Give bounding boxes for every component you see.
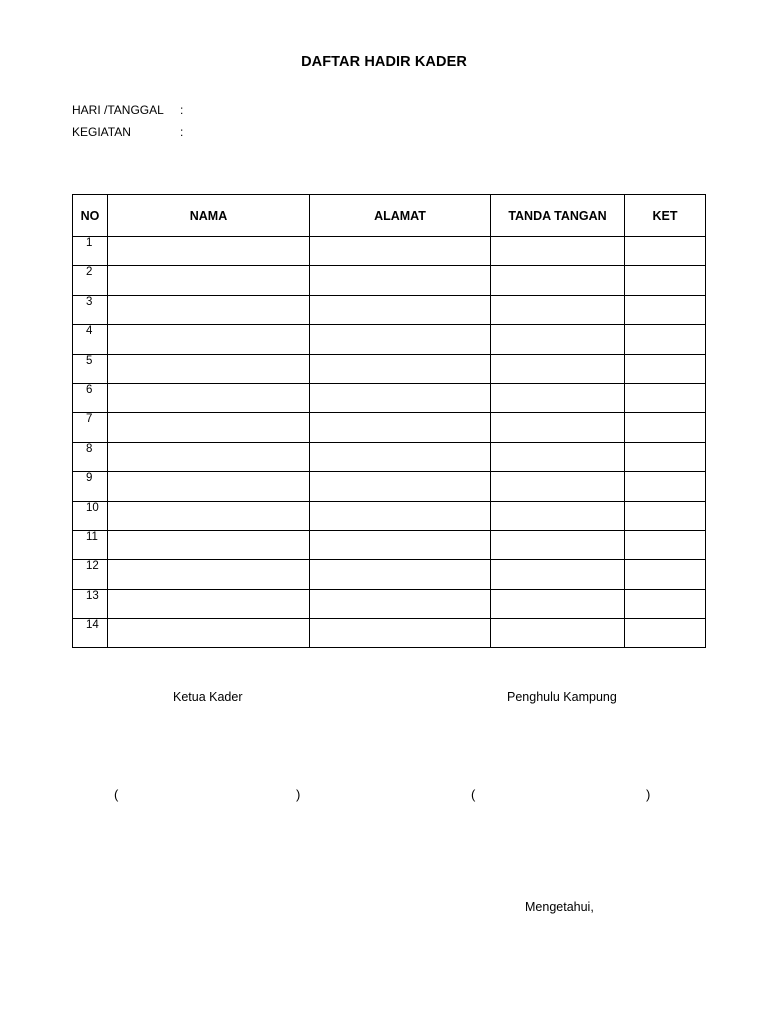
table-row: [73, 383, 706, 412]
cell-alamat: [310, 413, 491, 442]
table-row: [73, 501, 706, 530]
table-row: [73, 413, 706, 442]
cell-ket: [625, 237, 706, 266]
cell-tanda-tangan: [491, 354, 625, 383]
cell-nama: [108, 413, 310, 442]
cell-tanda-tangan: [491, 295, 625, 324]
column-header-ket: KET: [625, 195, 706, 237]
table-row: [73, 619, 706, 648]
table-body: [73, 237, 706, 648]
table-row: [73, 354, 706, 383]
cell-alamat: [310, 266, 491, 295]
table-row: [73, 266, 706, 295]
cell-tanda-tangan: [491, 383, 625, 412]
cell-nama: [108, 266, 310, 295]
cell-no: 6: [73, 383, 108, 412]
cell-no: 5: [73, 354, 108, 383]
column-header-alamat: ALAMAT: [310, 195, 491, 237]
cell-no: 12: [73, 560, 108, 589]
cell-no: 10: [73, 501, 108, 530]
cell-nama: [108, 589, 310, 618]
acknowledged-label: Mengetahui,: [525, 900, 594, 914]
cell-no: 11: [73, 530, 108, 559]
cell-tanda-tangan: [491, 530, 625, 559]
table-row: [73, 237, 706, 266]
cell-tanda-tangan: [491, 589, 625, 618]
cell-tanda-tangan: [491, 413, 625, 442]
cell-tanda-tangan: [491, 442, 625, 471]
table-header-row: [73, 195, 706, 237]
cell-nama: [108, 619, 310, 648]
cell-tanda-tangan: [491, 501, 625, 530]
table-row: [73, 442, 706, 471]
cell-nama: [108, 383, 310, 412]
cell-nama: [108, 295, 310, 324]
cell-alamat: [310, 383, 491, 412]
signature-role-ketua-kader: Ketua Kader: [173, 690, 243, 704]
table-row: [73, 295, 706, 324]
cell-no: 9: [73, 472, 108, 501]
cell-alamat: [310, 295, 491, 324]
cell-nama: [108, 325, 310, 354]
cell-ket: [625, 589, 706, 618]
attendance-table: [72, 194, 706, 648]
cell-no: 7: [73, 413, 108, 442]
signature-bracket-open-left: (: [114, 787, 119, 802]
page-title: DAFTAR HADIR KADER: [301, 54, 467, 70]
cell-ket: [625, 530, 706, 559]
cell-no: 14: [73, 619, 108, 648]
table-row: [73, 589, 706, 618]
cell-ket: [625, 472, 706, 501]
cell-tanda-tangan: [491, 560, 625, 589]
cell-no: 2: [73, 266, 108, 295]
table-row: [73, 472, 706, 501]
field-label-hari-tanggal: HARI /TANGGAL: [72, 103, 164, 117]
cell-alamat: [310, 619, 491, 648]
cell-alamat: [310, 472, 491, 501]
signature-bracket-close-left: ): [296, 787, 301, 802]
cell-ket: [625, 295, 706, 324]
signature-bracket-open-right: (: [471, 787, 476, 802]
table-row: [73, 560, 706, 589]
signature-bracket-close-right: ): [646, 787, 651, 802]
cell-ket: [625, 560, 706, 589]
cell-no: 3: [73, 295, 108, 324]
cell-tanda-tangan: [491, 237, 625, 266]
cell-ket: [625, 442, 706, 471]
column-header-tanda-tangan: TANDA TANGAN: [491, 195, 625, 237]
cell-ket: [625, 501, 706, 530]
cell-nama: [108, 354, 310, 383]
cell-nama: [108, 530, 310, 559]
cell-nama: [108, 560, 310, 589]
cell-nama: [108, 442, 310, 471]
cell-no: 8: [73, 442, 108, 471]
cell-nama: [108, 501, 310, 530]
cell-ket: [625, 354, 706, 383]
cell-alamat: [310, 325, 491, 354]
cell-alamat: [310, 237, 491, 266]
cell-no: 13: [73, 589, 108, 618]
cell-nama: [108, 237, 310, 266]
field-separator: :: [180, 103, 184, 117]
cell-alamat: [310, 442, 491, 471]
cell-alamat: [310, 589, 491, 618]
cell-no: 4: [73, 325, 108, 354]
cell-tanda-tangan: [491, 619, 625, 648]
cell-alamat: [310, 501, 491, 530]
table-row: [73, 530, 706, 559]
cell-ket: [625, 383, 706, 412]
cell-ket: [625, 413, 706, 442]
cell-alamat: [310, 530, 491, 559]
cell-tanda-tangan: [491, 266, 625, 295]
cell-alamat: [310, 560, 491, 589]
cell-ket: [625, 619, 706, 648]
cell-ket: [625, 266, 706, 295]
field-separator: :: [180, 125, 184, 139]
cell-alamat: [310, 354, 491, 383]
cell-tanda-tangan: [491, 325, 625, 354]
column-header-no: NO: [73, 195, 108, 237]
cell-no: 1: [73, 237, 108, 266]
cell-nama: [108, 472, 310, 501]
cell-ket: [625, 325, 706, 354]
table-row: [73, 325, 706, 354]
signature-role-penghulu-kampung: Penghulu Kampung: [507, 690, 617, 704]
column-header-nama: NAMA: [108, 195, 310, 237]
cell-tanda-tangan: [491, 472, 625, 501]
field-label-kegiatan: KEGIATAN: [72, 125, 131, 139]
